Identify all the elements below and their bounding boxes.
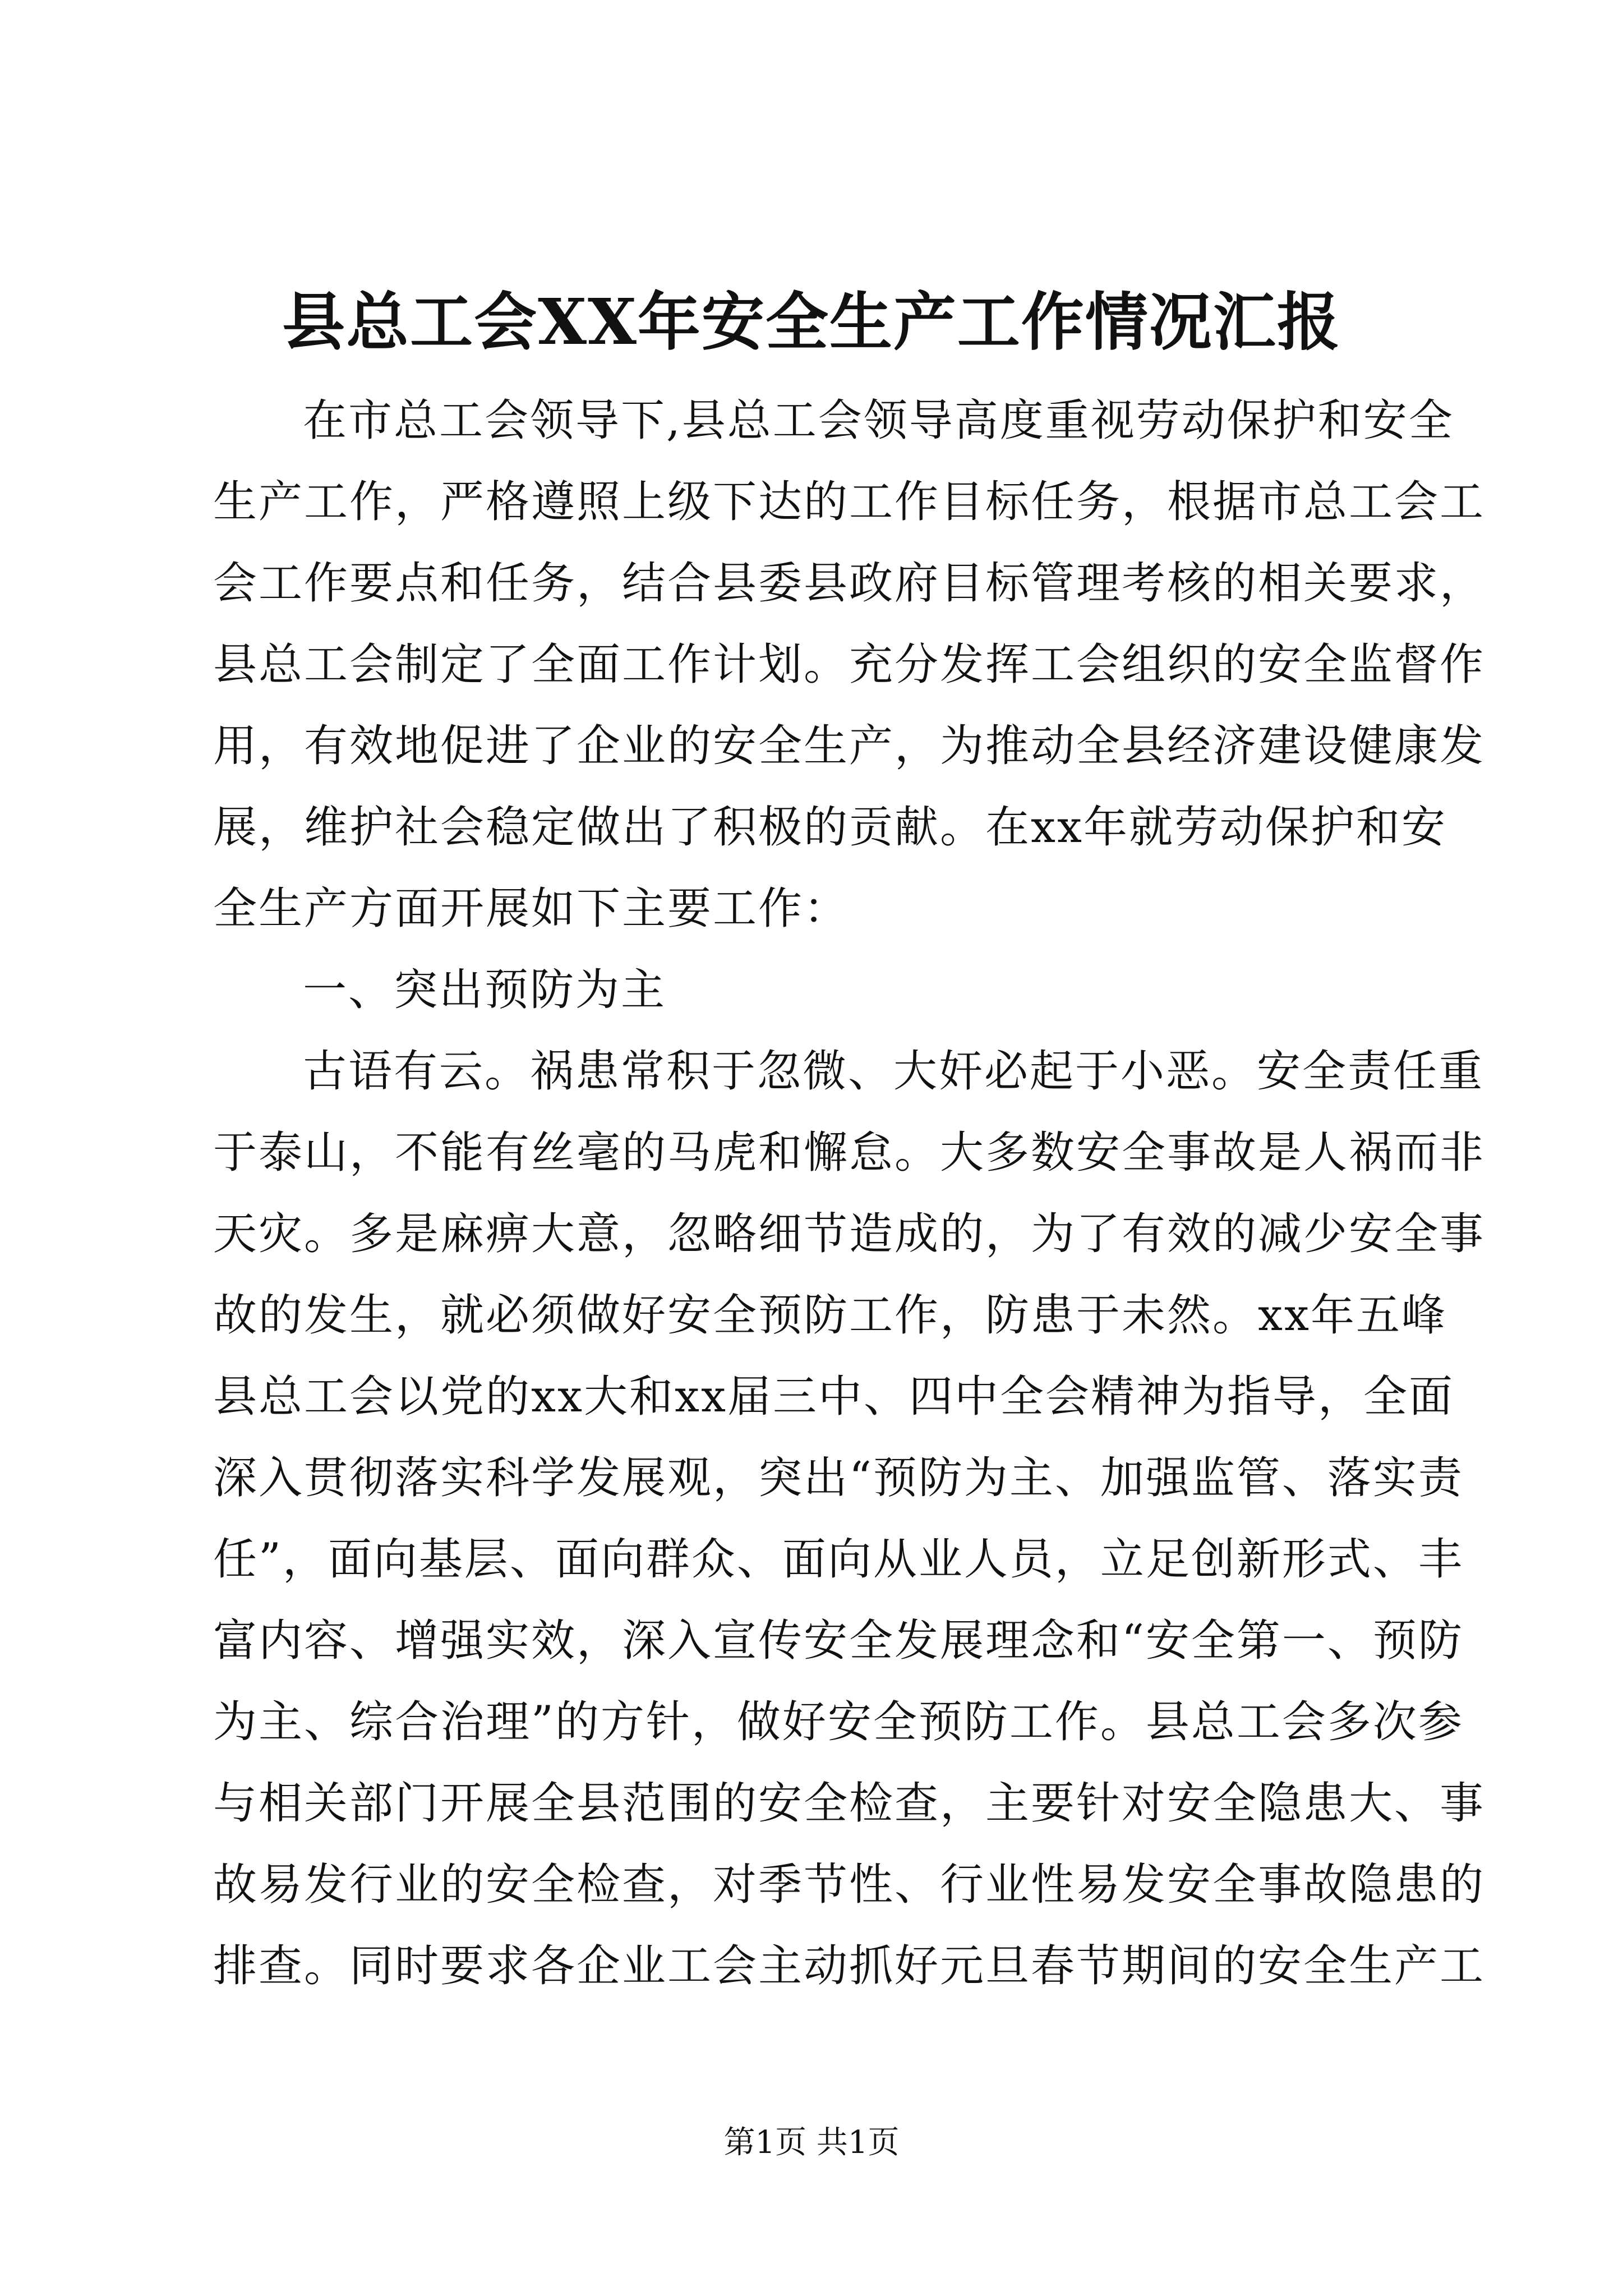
paragraph-line: 排查。同时要求各企业工会主动抓好元旦春节期间的安全生产工 — [213, 1941, 1486, 1991]
document-title: 县总工会XX年安全生产工作情况汇报 — [282, 286, 1341, 359]
paragraph-line: 故的发生，就必须做好安全预防工作，防患于未然。xx年五峰 — [213, 1290, 1447, 1341]
paragraph-line: 县总工会制定了全面工作计划。充分发挥工会组织的安全监督作 — [213, 639, 1486, 690]
paragraph-line: 与相关部门开展全县范围的安全检查，主要针对安全隐患大、事 — [213, 1778, 1486, 1829]
paragraph-line: 为主、综合治理”的方针，做好安全预防工作。县总工会多次参 — [213, 1697, 1464, 1747]
paragraph-line: 生产工作，严格遵照上级下达的工作目标任务，根据市总工会工 — [213, 477, 1486, 527]
paragraph-line: 于泰山，不能有丝毫的马虎和懈怠。大多数安全事故是人祸而非 — [213, 1128, 1486, 1178]
paragraph-line: 会工作要点和任务，结合县委县政府目标管理考核的相关要求， — [213, 558, 1486, 609]
paragraph-line: 全生产方面开展如下主要工作： — [213, 884, 850, 934]
page-footer: 第1页 共1页 — [723, 2124, 900, 2161]
paragraph-line: 展，维护社会稳定做出了积极的贡献。在xx年就劳动保护和安 — [213, 802, 1447, 853]
paragraph-line: 古语有云。祸患常积于忽微、大奸必起于小恶。安全责任重 — [303, 1046, 1484, 1097]
paragraph-line: 深入贯彻落实科学发展观，突出“预防为主、加强监管、落实责 — [213, 1453, 1464, 1503]
paragraph-line: 县总工会以党的xx大和xx届三中、四中全会精神为指导，全面 — [213, 1372, 1454, 1422]
paragraph-line: 用，有效地促进了企业的安全生产，为推动全县经济建设健康发 — [213, 721, 1486, 771]
paragraph-line: 故易发行业的安全检查，对季节性、行业性易发安全事故隐患的 — [213, 1860, 1486, 1910]
paragraph-line: 任”，面向基层、面向群众、面向从业人员，立足创新形式、丰 — [213, 1534, 1464, 1585]
paragraph-line: 富内容、增强实效，深入宣传安全发展理念和“安全第一、预防 — [213, 1616, 1464, 1666]
section-heading: 一、突出预防为主 — [303, 965, 667, 1015]
paragraph-line: 在市总工会领导下,县总工会领导高度重视劳动保护和安全 — [303, 395, 1454, 446]
paragraph-line: 天灾。多是麻痹大意，忽略细节造成的，为了有效的减少安全事 — [213, 1209, 1486, 1259]
